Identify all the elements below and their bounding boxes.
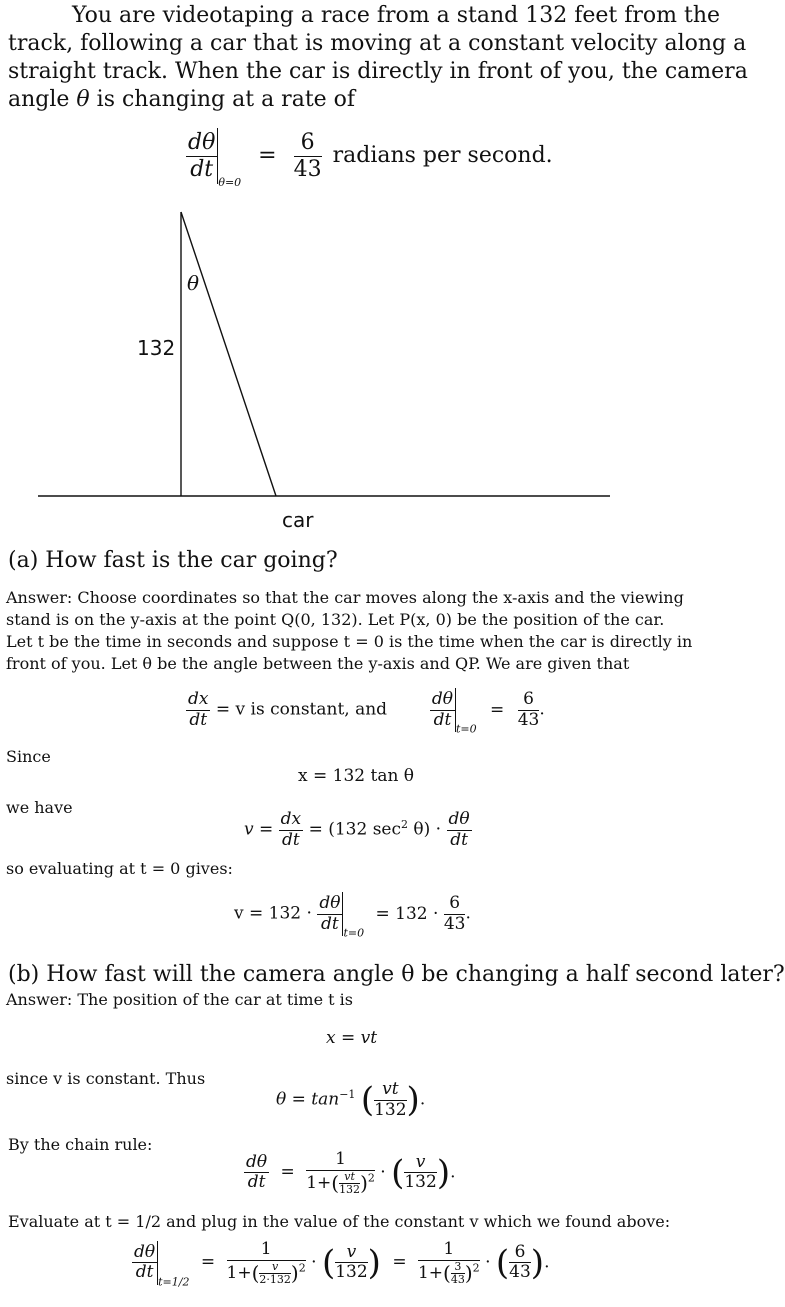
- final-evaluation-equation: $\frac{d\theta}{dt}$ $_{t=1/2}$ = 1 1+( $\frac{v}{2\cdot 132}$ )$^2$ · ( $\frac{v}{132}$ ) = 1 1+( $\frac{3}{43}$ )$^2$ · ( $\frac{6}{43}$ ).: [134, 1239, 550, 1289]
- x-equals-tan: x = 132 tan θ: [298, 766, 415, 786]
- triangle-diagram: [0, 0, 705, 540]
- we-have-label: we have: [6, 798, 73, 817]
- intro-line-1: You are videotaping a race from a stand 132 feet from the: [72, 3, 721, 28]
- velocity-derivative-equation: v = $\frac{dx}{dt}$ = (132 $\sec^2 \theta$) · $\frac{d\theta}{dt}$: [244, 809, 470, 850]
- so-evaluating-label: so evaluating at t = 0 gives:: [6, 859, 233, 878]
- theta-arctan-equation: $\theta = \tan^{-1}$ ( $\frac{vt}{132}$ ).: [276, 1079, 426, 1121]
- chain-rule-label: By the chain rule:: [8, 1135, 153, 1154]
- part-a-para-1: Answer: Choose coordinates so that the car moves along the x-axis and the viewing: [6, 588, 684, 607]
- since-v-constant-label: since v is constant. Thus: [6, 1069, 206, 1088]
- x-equals-vt: x = vt: [326, 1028, 378, 1048]
- angle-theta-label: θ: [187, 271, 200, 295]
- evaluate-label: Evaluate at t = 1/2 and plug in the value of the constant v which we found above:: [8, 1212, 671, 1231]
- part-b-para-1: Answer: The position of the car at time t is: [6, 990, 353, 1009]
- chain-rule-equation: $\frac{d\theta}{dt}$ = 1 1+( $\frac{vt}{132}$ )$^2$ · ( $\frac{v}{132}$ ).: [246, 1149, 456, 1196]
- since-label: Since: [6, 747, 51, 766]
- intro-line-3: straight track. When the car is directly in front of you, the camera: [8, 59, 748, 84]
- side-length-label: 132: [137, 336, 176, 360]
- rate-equation: $\frac{d\theta}{dt}$ $_{\theta=0}$ = $\frac{6}{43}$ radians per second.: [186, 128, 553, 189]
- part-a-para-2: stand is on the y-axis at the point Q(0, 132). Let P(x, 0) be the position of the car.: [6, 610, 665, 629]
- part-a-heading: (a) How fast is the car going?: [8, 548, 338, 573]
- part-a-para-3: Let t be the time in seconds and suppose t = 0 is the time when the car is directly in: [6, 632, 693, 651]
- part-a-para-4: front of you. Let θ be the angle between the y-axis and QP. We are given that: [6, 654, 630, 673]
- given-equation: $\frac{dx}{dt}$ = v is constant, and $\frac{d\theta}{dt}$ $_{t=0}$ = $\frac{6}{43}$ .: [188, 688, 545, 736]
- velocity-evaluated-equation: v = 132 · $\frac{d\theta}{dt}$ $_{t=0}$ = 132 · $\frac{6}{43}$ .: [234, 892, 471, 940]
- part-b-heading: (b) How fast will the camera angle θ be changing a half second later?: [8, 962, 785, 987]
- car-label: car: [282, 508, 314, 532]
- intro-line-2: track, following a car that is moving at a constant velocity along a: [8, 31, 747, 56]
- hypotenuse-line: [181, 212, 276, 496]
- intro-line-4: angle θ is changing at a rate of: [8, 87, 356, 112]
